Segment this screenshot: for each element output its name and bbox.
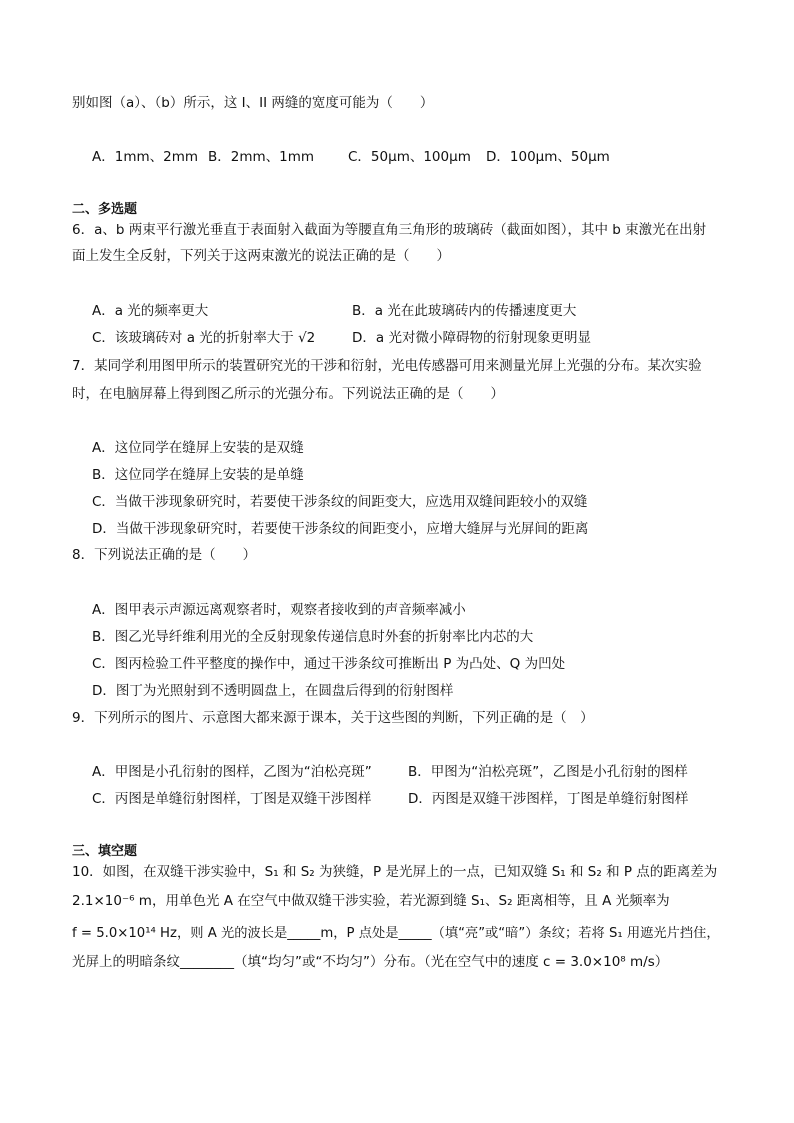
q7-option-c: C．当做干涉现象研究时，若要使干涉条纹的间距变大，应选用双缝间距较小的双缝 [92, 494, 588, 510]
q5-option-c: C．50μm、100μm [348, 149, 471, 165]
q6-line-2: 面上发生全反射，下列关于这两束激光的说法正确的是（ ） [72, 248, 450, 264]
q7-option-d: D．当做干涉现象研究时，若要使干涉条纹的间距变小，应增大缝屏与光屏间的距离 [92, 521, 589, 537]
q5-option-b: B．2mm、1mm [208, 149, 315, 165]
q9-option-a: A．甲图是小孔衍射的图样，乙图为“泊松亮斑” [92, 764, 372, 780]
q9-option-b: B．甲图为“泊松亮斑”，乙图是小孔衍射的图样 [408, 764, 688, 780]
q6-line-1: 6．a、b 两束平行激光垂直于表面射入截面为等腰直角三角形的玻璃砖（截面如图），其中 b 束激光在出射 [72, 222, 707, 238]
q5-option-a: A．1mm、2mm [92, 149, 199, 165]
q10-line-1: 10．如图，在双缝干涉实验中，S₁ 和 S₂ 为狭缝，P 是光屏上的一点，已知双缝 S₁ 和 S₂ 和 P 点的距离差为 [72, 864, 718, 880]
q9-option-c: C．丙图是单缝衍射图样，丁图是双缝干涉图样 [92, 791, 372, 807]
q9-option-d: D．丙图是双缝干涉图样，丁图是单缝衍射图样 [408, 791, 689, 807]
section-title-multiple-choice: 二、多选题 [72, 202, 138, 217]
q6-option-a: A．a 光的频率更大 [92, 303, 209, 319]
q5-stem-tail: 别如图（a）、（b）所示，这 I、II 两缝的宽度可能为（ ） [72, 95, 434, 111]
q6-option-d: D．a 光对微小障碍物的衍射现象更明显 [352, 330, 591, 346]
q10-line-4: 光屏上的明暗条纹________（填“均匀”或“不均匀”）分布。（光在空气中的速度 c = 3.0×10⁸ m/s） [72, 954, 669, 970]
q8-option-d: D．图丁为光照射到不透明圆盘上，在圆盘后得到的衍射图样 [92, 683, 454, 699]
q7-option-a: A．这位同学在缝屏上安装的是双缝 [92, 440, 304, 456]
q8-option-b: B．图乙光导纤维利用光的全反射现象传递信息时外套的折射率比内芯的大 [92, 629, 534, 645]
q6-option-c: C．该玻璃砖对 a 光的折射率大于 √2 [92, 330, 316, 346]
q7-line-1: 7．某同学利用图甲所示的装置研究光的干涉和衍射，光电传感器可用来测量光屏上光强的分布。某次实验 [72, 358, 702, 374]
q10-line-3: f = 5.0×10¹⁴ Hz，则 A 光的波长是_____m，P 点处是_____（填“亮”或“暗”）条纹；若将 S₁ 用遮光片挡住， [72, 926, 720, 941]
q7-line-2: 时，在电脑屏幕上得到图乙所示的光强分布。下列说法正确的是（ ） [72, 386, 504, 402]
q6-option-b: B．a 光在此玻璃砖内的传播速度更大 [352, 303, 577, 319]
q7-option-b: B．这位同学在缝屏上安装的是单缝 [92, 467, 304, 483]
q9-line-1: 9．下列所示的图片、示意图大都来源于课本，关于这些图的判断，下列正确的是（ ） [72, 710, 594, 726]
q8-option-a: A．图甲表示声源远离观察者时，观察者接收到的声音频率减小 [92, 602, 466, 618]
q8-line-1: 8．下列说法正确的是（ ） [72, 547, 257, 563]
q10-line-2: 2.1×10⁻⁶ m，用单色光 A 在空气中做双缝干涉实验，若光源到缝 S₁、S₂ 距离相等，且 A 光频率为 [72, 893, 670, 909]
q5-option-d: D．100μm、50μm [486, 149, 610, 165]
section-title-fill-in: 三、填空题 [72, 844, 138, 859]
q8-option-c: C．图丙检验工件平整度的操作中，通过干涉条纹可推断出 P 为凸处、Q 为凹处 [92, 656, 566, 672]
